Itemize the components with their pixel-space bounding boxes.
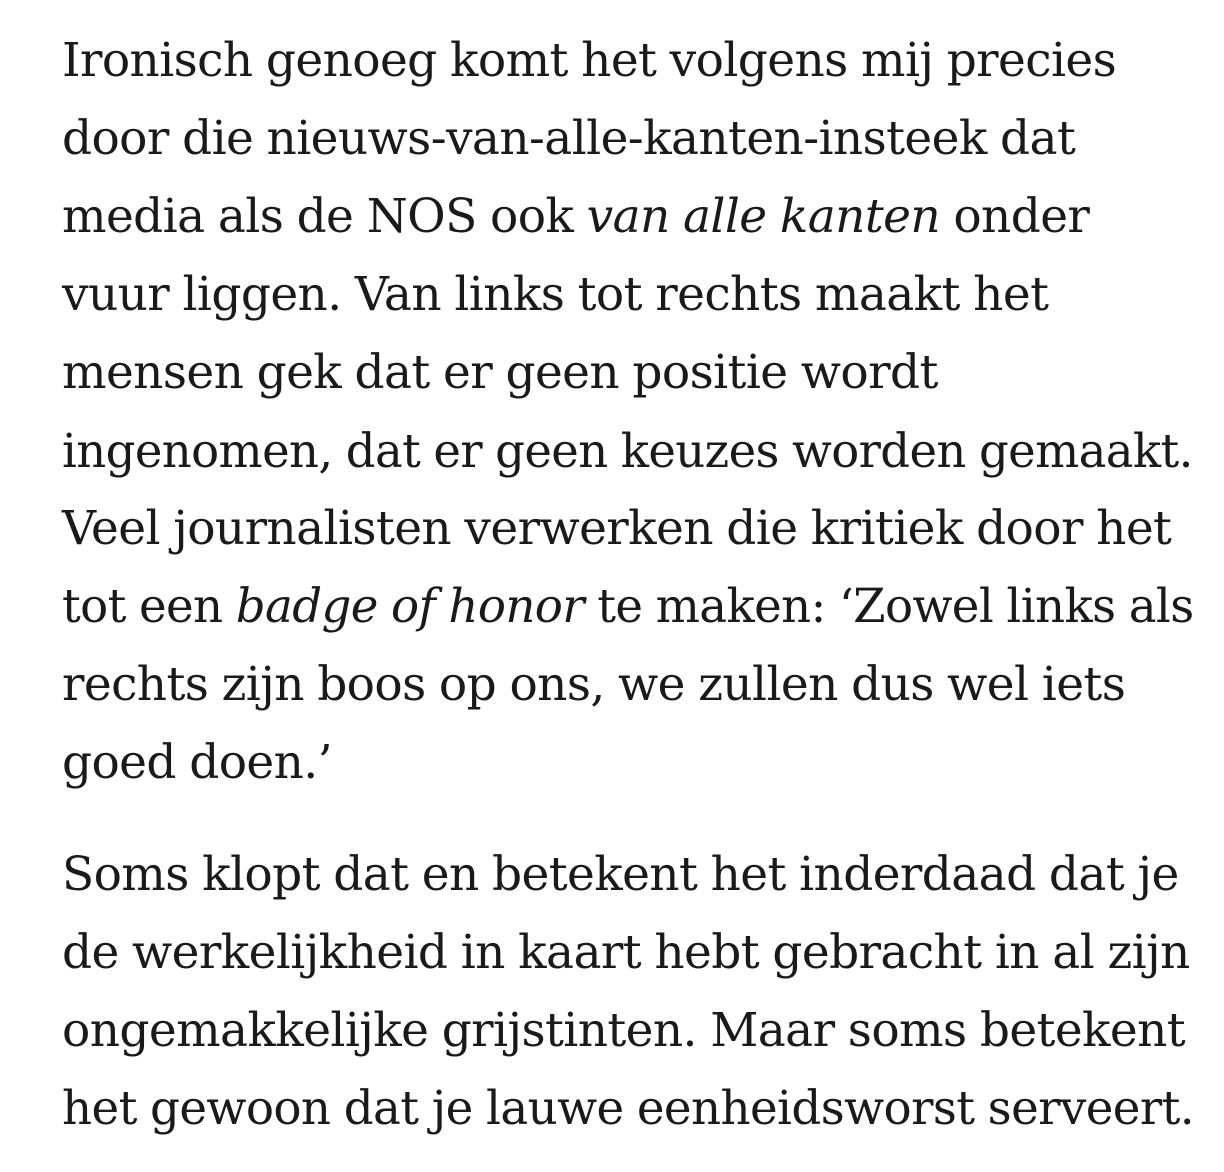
text-line — [62, 646, 1192, 724]
text-segment: media als de NOS ook — [62, 189, 587, 244]
text-line — [62, 490, 1192, 568]
text-segment: Soms klopt dat en betekent het inderdaad dat je — [62, 847, 1179, 902]
text-segment: de werkelijkheid in kaart hebt gebracht in al zijn — [62, 925, 1190, 980]
text-line — [62, 178, 1192, 256]
paragraph — [62, 22, 1192, 802]
text-line — [62, 22, 1192, 100]
text-line — [62, 836, 1192, 914]
text-segment: tot een — [62, 580, 236, 634]
text-segment: rechts zijn boos op ons, we zullen dus wel iets — [62, 657, 1126, 712]
text-segment: Ironisch genoeg komt het volgens mij precies — [62, 33, 1117, 88]
text-line — [62, 568, 1192, 646]
text-line — [62, 412, 1192, 490]
text-segment: Veel journalisten verwerken die kritiek door het — [62, 501, 1172, 556]
text-segment: onder — [940, 189, 1090, 244]
text-segment: vuur liggen. Van links tot rechts maakt het — [62, 267, 1049, 322]
italic-phrase: badge of honor — [235, 580, 584, 634]
paragraph — [62, 836, 1195, 1148]
text-line — [62, 992, 1192, 1070]
text-line — [62, 1070, 1195, 1148]
text-line — [62, 100, 1192, 178]
text-line — [62, 724, 1192, 802]
text-segment: mensen gek dat er geen positie wordt — [62, 345, 938, 400]
text-segment: ingenomen, dat er geen keuzes worden gemaakt. — [62, 424, 1193, 478]
text-segment: het gewoon dat je lauwe eenheidsworst serveert. — [62, 1082, 1195, 1136]
text-segment: te maken: ‘Zowel links als — [583, 580, 1194, 634]
italic-phrase: van alle kanten — [586, 189, 940, 244]
text-line — [62, 256, 1192, 334]
text-segment: ongemakkelijke grijstinten. Maar soms betekent — [62, 1003, 1186, 1058]
text-segment: door die nieuws-van-alle-kanten-insteek dat — [62, 111, 1076, 166]
text-segment: goed doen.’ — [62, 735, 332, 790]
text-line — [62, 914, 1192, 992]
article-body — [62, 22, 1195, 1148]
text-line — [62, 334, 1192, 412]
